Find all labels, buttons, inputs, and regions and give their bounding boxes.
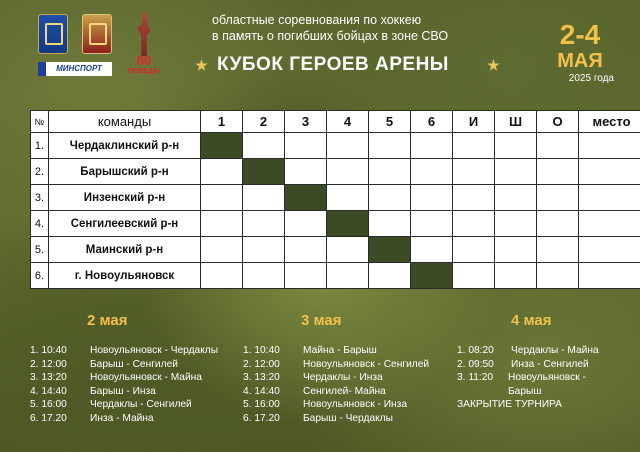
- score-cell: [495, 133, 537, 159]
- score-cell: [201, 159, 243, 185]
- score-cell: [453, 211, 495, 237]
- minsport-logo: МИНСПОРТ: [38, 62, 112, 76]
- score-cell: [369, 133, 411, 159]
- row-number: 6.: [31, 263, 49, 289]
- game-match: Инза - Майна: [90, 412, 154, 424]
- team-name: Барышский р-н: [49, 159, 201, 185]
- day-label-4-may: 4 мая: [511, 312, 552, 329]
- header-place: место: [579, 111, 640, 133]
- table-row: [31, 211, 640, 237]
- game-row-continuation: [457, 385, 599, 399]
- closing-label: ЗАКРЫТИЕ ТУРНИРА: [457, 399, 562, 411]
- team-name: Маинский р-н: [49, 237, 201, 263]
- star-icon: [487, 59, 500, 72]
- score-cell: [327, 185, 369, 211]
- score-cell: [369, 211, 411, 237]
- game-time: 1. 10:40: [243, 345, 280, 356]
- coat-of-arms-icon: [82, 14, 112, 54]
- game-match-continuation: Барыш: [508, 385, 542, 397]
- table-row: [31, 159, 640, 185]
- dates-year: 2025 года: [568, 73, 614, 84]
- day-label-2-may: 2 мая: [87, 312, 128, 329]
- score-cell: [243, 263, 285, 289]
- score-cell: [579, 133, 640, 159]
- game-match: Сенгилей- Майна: [303, 385, 386, 397]
- score-cell: [495, 159, 537, 185]
- game-time: 6. 17.20: [30, 412, 67, 424]
- game-match: Новоульяновск - Чердаклы: [90, 345, 219, 356]
- event-dates: [540, 20, 620, 86]
- score-cell: [537, 133, 579, 159]
- table-row: [31, 133, 640, 159]
- table-header-row: [31, 111, 640, 133]
- game-row: [457, 344, 599, 358]
- score-cell: [537, 237, 579, 263]
- score-cell: [453, 237, 495, 263]
- team-name: Сенгилеевский р-н: [49, 211, 201, 237]
- table-row: [31, 185, 640, 211]
- score-cell: [285, 263, 327, 289]
- score-cell: [243, 237, 285, 263]
- game-time: 5. 16:00: [243, 399, 280, 411]
- score-cell: [411, 133, 453, 159]
- table-row: [31, 237, 640, 263]
- game-row: [457, 371, 599, 385]
- score-cell: [411, 185, 453, 211]
- event-title: КУБОК ГЕРОЕВ АРЕНЫ: [217, 54, 449, 75]
- closing-ceremony: [457, 398, 599, 412]
- score-cell: [453, 133, 495, 159]
- title-row: [195, 53, 515, 77]
- score-cell: [495, 237, 537, 263]
- header-col-4: 4: [327, 111, 369, 133]
- score-cell: [453, 185, 495, 211]
- header-points: О: [537, 111, 579, 133]
- score-cell: [243, 133, 285, 159]
- score-cell: [369, 185, 411, 211]
- star-icon: [195, 59, 208, 72]
- game-row: [457, 358, 599, 372]
- game-row: [30, 385, 218, 399]
- game-row: [243, 385, 429, 399]
- score-cell: [579, 263, 640, 289]
- diagonal-cell: [411, 263, 453, 289]
- dates-month: МАЯ: [557, 50, 603, 72]
- game-time: 3. 13:20: [243, 372, 280, 384]
- score-cell: [327, 133, 369, 159]
- score-cell: [285, 133, 327, 159]
- team-name: г. Новоульяновск: [49, 263, 201, 289]
- event-subtitle: [212, 12, 492, 44]
- score-cell: [243, 211, 285, 237]
- team-name: Инзенский р-н: [49, 185, 201, 211]
- score-cell: [537, 159, 579, 185]
- score-cell: [411, 159, 453, 185]
- header-goals: Ш: [495, 111, 537, 133]
- game-match: Инза - Сенгилей: [511, 358, 589, 370]
- team-name: Чердаклинский р-н: [49, 133, 201, 159]
- row-number: 5.: [31, 237, 49, 263]
- day-label-3-may: 3 мая: [301, 312, 342, 329]
- score-cell: [243, 185, 285, 211]
- score-cell: [369, 159, 411, 185]
- score-cell: [201, 211, 243, 237]
- row-number: 2.: [31, 159, 49, 185]
- game-match: Барыш - Чердаклы: [303, 412, 393, 424]
- game-match: Новоульяновск - Инза: [303, 399, 407, 411]
- score-cell: [285, 237, 327, 263]
- game-match: Чердаклы - Сенгилей: [90, 399, 192, 411]
- score-cell: [411, 211, 453, 237]
- game-time: 2. 12:00: [30, 358, 67, 370]
- score-cell: [537, 263, 579, 289]
- row-number: 1.: [31, 133, 49, 159]
- victory-80-word: ПОБЕДА!: [127, 68, 161, 75]
- score-cell: [201, 237, 243, 263]
- game-match: Чердаклы - Майна: [511, 345, 599, 356]
- game-match: Барыш - Инза: [90, 385, 156, 397]
- score-cell: [579, 211, 640, 237]
- score-cell: [579, 159, 640, 185]
- game-match: Новоульяновск - Сенгилей: [303, 358, 430, 370]
- score-cell: [369, 263, 411, 289]
- score-cell: [201, 263, 243, 289]
- score-cell: [579, 185, 640, 211]
- game-row: [243, 358, 429, 372]
- header-games: И: [453, 111, 495, 133]
- diagonal-cell: [369, 237, 411, 263]
- row-number: 4.: [31, 211, 49, 237]
- standings-table: [30, 110, 640, 289]
- table-row: [31, 263, 640, 289]
- game-row: [30, 412, 218, 426]
- score-cell: [327, 237, 369, 263]
- game-row: [243, 344, 429, 358]
- game-match: Барыш - Сенгилей: [90, 358, 178, 370]
- score-cell: [285, 159, 327, 185]
- score-cell: [327, 159, 369, 185]
- game-match: Чердаклы - Инза: [303, 372, 383, 384]
- score-cell: [327, 263, 369, 289]
- score-cell: [411, 237, 453, 263]
- score-cell: [495, 185, 537, 211]
- game-time: 1. 08:20: [457, 345, 494, 356]
- score-cell: [537, 185, 579, 211]
- score-cell: [201, 185, 243, 211]
- game-row: [243, 398, 429, 412]
- game-time: 1. 10:40: [30, 345, 67, 356]
- header-col-1: 1: [201, 111, 243, 133]
- game-time: 4. 14:40: [30, 385, 67, 397]
- game-row: [30, 358, 218, 372]
- header-col-6: 6: [411, 111, 453, 133]
- game-time: 2. 12:00: [243, 358, 280, 370]
- schedule-day-2: [243, 344, 429, 426]
- dates-days: 2-4: [559, 19, 601, 50]
- region-emblem-icon: [38, 14, 68, 54]
- score-cell: [579, 237, 640, 263]
- game-match: Новоульяновск - Майна: [90, 372, 202, 384]
- score-cell: [453, 263, 495, 289]
- diagonal-cell: [243, 159, 285, 185]
- score-cell: [537, 211, 579, 237]
- game-row: [30, 371, 218, 385]
- header-col-2: 2: [243, 111, 285, 133]
- schedule-day-3: [457, 344, 599, 412]
- victory-80-logo: [126, 10, 162, 80]
- header-teams: команды: [49, 111, 201, 133]
- header: [0, 0, 640, 100]
- header-number: №: [31, 111, 49, 133]
- game-row: [30, 398, 218, 412]
- diagonal-cell: [327, 211, 369, 237]
- diagonal-cell: [201, 133, 243, 159]
- game-time: 6. 17.20: [243, 412, 280, 424]
- subtitle-line-1: областные соревнования по хоккею: [212, 13, 422, 27]
- row-number: 3.: [31, 185, 49, 211]
- game-time: 5. 16:00: [30, 399, 67, 411]
- score-cell: [495, 211, 537, 237]
- game-time: 3. 13:20: [30, 372, 67, 384]
- game-time: 2. 09:50: [457, 358, 494, 370]
- header-col-3: 3: [285, 111, 327, 133]
- score-cell: [285, 211, 327, 237]
- diagonal-cell: [285, 185, 327, 211]
- score-cell: [495, 263, 537, 289]
- game-row: [30, 344, 218, 358]
- header-col-5: 5: [369, 111, 411, 133]
- victory-80-number: 80: [136, 53, 152, 68]
- game-time: 4. 14:40: [243, 385, 280, 397]
- game-row: [243, 412, 429, 426]
- game-time: 3. 11:20: [457, 372, 494, 384]
- schedule-day-1: [30, 344, 218, 426]
- game-match: Майна - Барыш: [303, 345, 377, 356]
- game-match: Новоульяновск -: [508, 372, 586, 384]
- motherland-statue-icon: [137, 10, 151, 56]
- subtitle-line-2: в память о погибших бойцах в зоне СВО: [212, 29, 449, 43]
- game-row: [243, 371, 429, 385]
- score-cell: [453, 159, 495, 185]
